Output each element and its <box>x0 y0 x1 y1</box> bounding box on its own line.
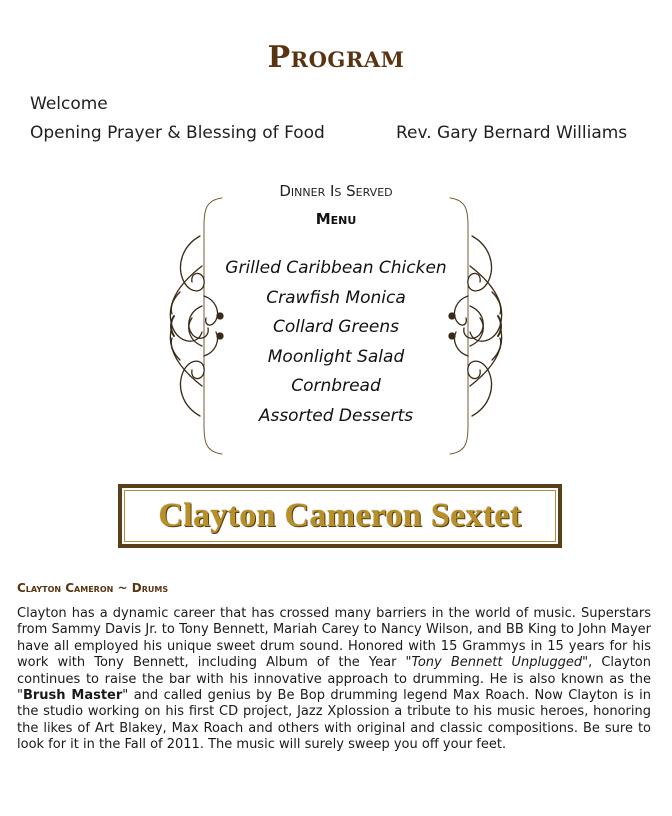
menu-item: Cornbread <box>291 376 381 396</box>
band-name-banner-inner <box>124 490 556 542</box>
bio-text-part-3: " and called genius by Be Bop drumming legend Max Roach. Now Clayton is in the studio working on his first CD project, Jazz Xplossion a tribute to his music heroes, honoring the likes of Art Blakey, Max Roach and others with original and classic compositions. Be sure to look for it in the Fall of 2011. The music will surely sweep you off your feet. <box>17 688 652 753</box>
menu-item: Crawfish Monica <box>266 287 406 308</box>
menu-item: Grilled Caribbean Chicken <box>225 258 447 278</box>
welcome-line: Welcome <box>30 94 108 114</box>
prayer-officiant: Rev. Gary Bernard Williams <box>396 123 628 143</box>
menu-list <box>0 254 672 431</box>
bio-heading: Clayton Cameron ~ Drums <box>17 581 169 595</box>
nickname: Brush Master <box>22 688 123 704</box>
program-title: Program <box>267 40 405 75</box>
prayer-line: Opening Prayer & Blessing of Food <box>30 123 325 143</box>
menu-item: Moonlight Salad <box>267 346 405 367</box>
bio-text-part-1: Clayton has a dynamic career that has crossed many barriers in the world of music. Superstars from Sammy Davis Jr. to Tony Bennett, Mariah Carey to Nancy Wilson, and BB King to John Mayer have all employed his unique sweet drum sound. Honored with 15 Grammys in 15 years for his work with Tony Bennett, including Album of the Year " <box>17 606 651 671</box>
menu-item: Assorted Desserts <box>258 405 414 426</box>
dinner-served-heading: Dinner Is Served <box>279 182 393 200</box>
menu-heading: Menu <box>315 210 357 228</box>
bio-paragraph <box>17 606 651 754</box>
band-name: Clayton Cameron Sextet <box>158 497 522 534</box>
bio-text-part-2: ", Clayton continues to raise the bar with his innovative approach to drumming. He is also known as the " <box>17 655 651 704</box>
menu-item: Collard Greens <box>272 317 400 337</box>
album-title: Tony Bennett Unplugged <box>411 655 583 671</box>
band-name-banner <box>118 484 562 548</box>
